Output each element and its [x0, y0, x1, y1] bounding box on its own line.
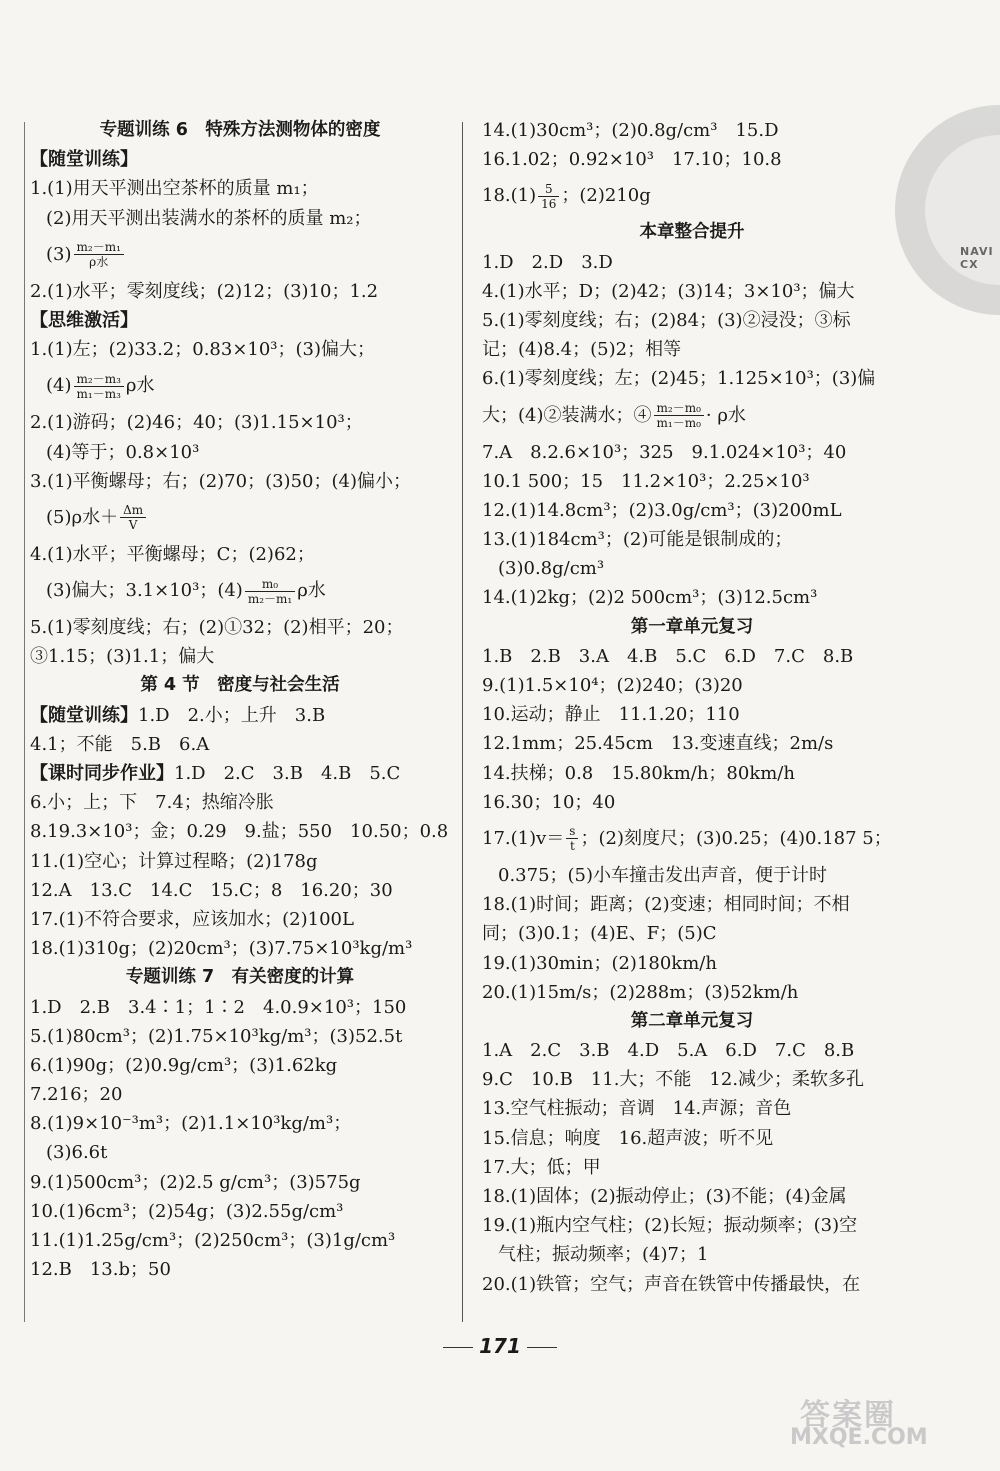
answer-line: 5.(1)零刻度线；右；(2)84；(3)②浸没；③标 — [482, 309, 851, 331]
answer-line: 12.1mm；25.45cm 13.变速直线；2m/s — [482, 733, 834, 755]
answer-line: 7.A 8.2.6×10³；325 9.1.024×10³；40 — [482, 441, 847, 463]
fraction — [74, 372, 124, 401]
answer-text: 1.D 2.小；上升 3.B — [138, 704, 326, 726]
fraction-prefix: 17.(1)v＝ — [482, 827, 565, 849]
answer-line: 5.(1)80cm³；(2)1.75×10³kg/m³；(3)52.5t — [30, 1025, 403, 1047]
answer-line: 17.(1)不符合要求，应该加水；(2)100L — [30, 908, 354, 930]
page-number: 171 — [0, 1334, 1000, 1358]
answer-line: 3.(1)平衡螺母；右；(2)70；(3)50；(4)偏小； — [30, 470, 411, 492]
answer-line: 1.(1)左；(2)33.2；0.83×10³；(3)偏大； — [30, 339, 376, 361]
answer-line: 7.216；20 — [30, 1084, 123, 1106]
fraction-prefix: (4) — [46, 375, 72, 397]
fraction-denominator: V — [128, 518, 138, 533]
right-column — [482, 116, 902, 1299]
answer-line: 6.(1)零刻度线；左；(2)45；1.125×10³；(3)偏 — [482, 368, 876, 390]
fraction-denominator: m₂－m₁ — [247, 591, 293, 606]
answer-line: 4.(1)水平；平衡螺母；C；(2)62； — [30, 543, 315, 565]
answer-line: 1.D 2.D 3.D — [482, 251, 613, 273]
answer-line-fraction — [482, 817, 902, 861]
section-label: 【课时同步作业】 — [30, 763, 174, 784]
answer-line: 12.B 13.b；50 — [30, 1259, 171, 1281]
fraction — [120, 503, 146, 532]
stamp-label: NAVI CX — [960, 245, 994, 271]
fraction-prefix: 18.(1) — [482, 185, 537, 207]
answer-line: 18.(1)310g；(2)20cm³；(3)7.75×10³kg/m³ — [30, 938, 413, 960]
fraction-denominator: t — [569, 839, 575, 854]
answer-line: ③1.15；(3)1.1；偏大 — [30, 646, 215, 668]
section-heading: 第二章单元复习 — [630, 1010, 754, 1031]
fraction-denominator: m₁－m₃ — [76, 386, 121, 401]
answer-line: 4.1；不能 5.B 6.A — [30, 733, 210, 755]
answer-line: 19.(1)瓶内空气柱；(2)长短；振动频率；(3)空 — [482, 1215, 858, 1237]
answer-line: 8.(1)9×10⁻³m³；(2)1.1×10³kg/m³； — [30, 1113, 352, 1135]
answer-line: 16.1.02；0.92×10³ 17.10；10.8 — [482, 149, 782, 171]
section-heading: 第一章单元复习 — [630, 616, 754, 637]
answer-line: 6.小；上；下 7.4；热缩冷胀 — [30, 792, 274, 814]
fraction-suffix: ；(2)刻度尺；(3)0.25；(4)0.187 5； — [580, 827, 892, 849]
fraction-numerator: m₀ — [245, 577, 295, 592]
left-column — [30, 116, 450, 1284]
fraction-denominator: ρ水 — [89, 255, 109, 270]
answer-line: 20.(1)15m/s；(2)288m；(3)52km/h — [482, 981, 799, 1003]
fraction-denominator: 16 — [541, 196, 557, 211]
copyright-stamp — [895, 105, 1000, 315]
fraction-numerator: m₂－m₃ — [74, 372, 124, 387]
answer-line: 13.空气柱振动；音调 14.声源；音色 — [482, 1098, 792, 1120]
answer-line-fraction — [482, 174, 902, 218]
answer-line: 13.(1)184cm³；(2)可能是银制成的； — [482, 529, 793, 551]
section-label: 【随堂训练】 — [30, 149, 138, 171]
section-label: 【思维激活】 — [30, 309, 138, 331]
fraction-numerator: Δm — [120, 503, 146, 518]
answer-line: (4)等于；0.8×10³ — [46, 441, 200, 463]
fraction-numerator: m₂－m₁ — [74, 240, 124, 255]
fraction-numerator: m₂－m₀ — [654, 401, 704, 416]
answer-line-fraction — [30, 233, 450, 277]
answer-line — [30, 701, 450, 730]
answer-line: 9.(1)500cm³；(2)2.5 g/cm³；(3)575g — [30, 1171, 361, 1193]
fraction-prefix: 大；(4)②装满水；④ — [482, 404, 652, 426]
answer-line: 10.1 500；15 11.2×10³；2.25×10³ — [482, 470, 810, 492]
answer-line: 4.(1)水平；D；(2)42；(3)14；3×10³；偏大 — [482, 280, 855, 302]
answer-line: 19.(1)30min；(2)180km/h — [482, 952, 717, 974]
column-divider — [462, 122, 463, 1322]
answer-line: 17.大；低；甲 — [482, 1156, 601, 1178]
answer-line — [30, 759, 450, 788]
fraction-prefix: (5)ρ水＋ — [46, 506, 119, 528]
answer-line: 9.(1)1.5×10⁴；(2)240；(3)20 — [482, 675, 743, 696]
answer-line: 11.(1)空心；计算过程略；(2)178g — [30, 850, 318, 872]
answer-line-fraction — [30, 496, 450, 540]
section-heading: 第 4 节 密度与社会生活 — [140, 675, 340, 696]
answer-line-fraction — [30, 364, 450, 408]
answer-line-fraction — [30, 569, 450, 613]
fraction — [245, 577, 295, 606]
answer-line: 14.(1)30cm³；(2)0.8g/cm³ 15.D — [482, 120, 779, 141]
fraction-prefix: (3) — [46, 243, 72, 265]
answer-line: 5.(1)零刻度线；右；(2)①32；(2)相平；20； — [30, 617, 404, 639]
fraction — [654, 401, 704, 430]
answer-line: 10.(1)6cm³；(2)54g；(3)2.55g/cm³ — [30, 1200, 344, 1222]
left-rule — [24, 122, 25, 1322]
answer-line: 14.扶梯；0.8 15.80km/h；80km/h — [482, 762, 795, 784]
fraction-suffix: ；(2)210g — [561, 185, 651, 207]
fraction-suffix: ρ水 — [125, 375, 155, 397]
answer-line: 18.(1)固体；(2)振动停止；(3)不能；(4)金属 — [482, 1186, 847, 1207]
watermark-url: MXQE.COM — [790, 1425, 928, 1450]
answer-line: 12.A 13.C 14.C 15.C；8 16.20；30 — [30, 879, 393, 901]
answer-line: 记；(4)8.4；(5)2；相等 — [482, 339, 682, 361]
section-label: 【随堂训练】 — [30, 704, 138, 726]
answer-line: 18.(1)时间；距离；(2)变速；相同时间；不相 — [482, 894, 850, 916]
fraction — [538, 182, 559, 211]
fraction-numerator: s — [566, 824, 578, 839]
answer-line: (2)用天平测出装满水的茶杯的质量 m₂； — [46, 207, 372, 229]
answer-line: 9.C 10.B 11.大；不能 12.减少；柔软多孔 — [482, 1069, 865, 1091]
answer-line: 6.(1)90g；(2)0.9g/cm³；(3)1.62kg — [30, 1054, 338, 1076]
answer-line: 1.B 2.B 3.A 4.B 5.C 6.D 7.C 8.B — [482, 645, 854, 667]
answer-line: 1.D 2.B 3.4∶1；1∶2 4.0.9×10³；150 — [30, 996, 407, 1018]
fraction-numerator: 5 — [538, 182, 559, 197]
fraction-denominator: m₁－m₀ — [656, 416, 701, 430]
answer-line: 气柱；振动频率；(4)7；1 — [498, 1244, 709, 1266]
answer-line: 2.(1)水平；零刻度线；(2)12；(3)10；1.2 — [30, 280, 379, 302]
answer-text: 1.D 2.C 3.B 4.B 5.C — [174, 763, 401, 784]
answer-line: 15.信息；响度 16.超声波；听不见 — [482, 1127, 774, 1149]
answer-line: 2.(1)游码；(2)46；40；(3)1.15×10³； — [30, 412, 363, 434]
fraction-suffix: · ρ水 — [705, 404, 746, 426]
answer-line: 0.375；(5)小车撞击发出声音，便于计时 — [498, 864, 828, 886]
section-heading: 专题训练 6 特殊方法测物体的密度 — [99, 120, 381, 140]
answer-line: 20.(1)铁管；空气；声音在铁管中传播最快，在 — [482, 1273, 861, 1295]
answer-line-fraction — [482, 394, 902, 438]
watermark-logo: 答案圈 — [800, 1398, 896, 1433]
answer-line: 16.30；10；40 — [482, 791, 616, 813]
fraction — [566, 824, 578, 853]
section-heading: 专题训练 7 有关密度的计算 — [125, 967, 355, 988]
fraction — [74, 240, 124, 269]
answer-line: 14.(1)2kg；(2)2 500cm³；(3)12.5cm³ — [482, 587, 818, 609]
answer-line: 1.(1)用天平测出空茶杯的质量 m₁； — [30, 178, 319, 200]
answer-line: 1.A 2.C 3.B 4.D 5.A 6.D 7.C 8.B — [482, 1040, 855, 1062]
answer-line: 11.(1)1.25g/cm³；(2)250cm³；(3)1g/cm³ — [30, 1230, 396, 1251]
answer-line: 10.运动；静止 11.1.20；110 — [482, 704, 740, 726]
answer-line: 12.(1)14.8cm³；(2)3.0g/cm³；(3)200mL — [482, 499, 842, 521]
fraction-prefix: (3)偏大；3.1×10³；(4) — [46, 580, 243, 602]
fraction-suffix: ρ水 — [297, 580, 326, 602]
answer-line: 8.19.3×10³；金；0.29 9.盐；550 10.50；0.8 — [30, 821, 449, 843]
answer-line: (3)0.8g/cm³ — [498, 558, 605, 580]
answer-line: 同；(3)0.1；(4)E、F；(5)C — [482, 923, 717, 945]
section-heading: 本章整合提升 — [639, 222, 745, 243]
answer-line: (3)6.6t — [46, 1142, 108, 1164]
